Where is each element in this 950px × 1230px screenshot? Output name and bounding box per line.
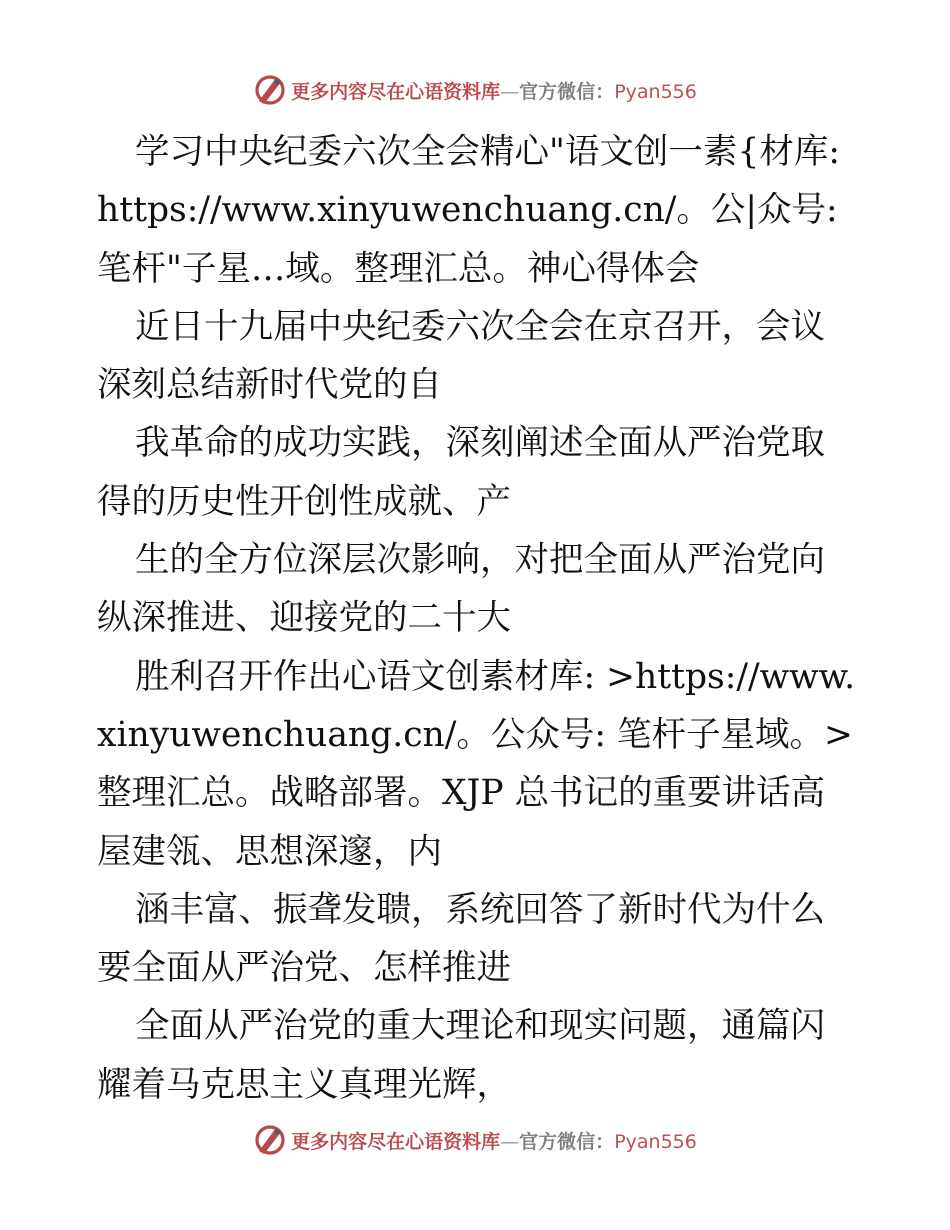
header-banner [0,70,950,110]
paragraph-6: 涵丰富、振聋发聩，系统回答了新时代为什么要全面从严治党、怎样推进 [97,889,825,989]
footer-banner [0,1120,950,1160]
red-pen-circle-logo-icon [253,73,287,107]
document-body [97,123,857,1114]
red-pen-circle-logo-icon [253,1123,287,1157]
paragraph-4: 生的全方位深层次影响，对把全面从严治党向纵深推进、迎接党的二十大 [97,540,825,639]
footer-wechat-handle: Pyan556 [614,1130,697,1153]
header-wechat-label: 官方微信： [519,80,615,103]
footer-promo-text: 更多内容尽在心语资料库 [291,1130,501,1153]
footer-wechat-label: 官方微信： [519,1130,615,1153]
header-banner-text [291,77,697,104]
paragraph-2: 近日十九届中央纪委六次全会在京召开，会议深刻总结新时代党的自 [97,306,825,406]
paragraph-7: 全面从严治党的重大理论和现实问题，通篇闪耀着马克思主义真理光辉， [97,1006,825,1105]
header-wechat-handle: Pyan556 [614,80,697,103]
footer-separator: — [500,1130,520,1153]
paragraph-1: 学习中央纪委六次全会精心"语文创一素{材库: https://www.xinyuwenchuang.cn/。公|众号: 笔杆"子星…域。整理汇总。神心得体会 [97,132,840,289]
paragraph-3: 我革命的成功实践，深刻阐述全面从严治党取得的历史性开创性成就、产 [97,423,825,522]
paragraph-5: 胜利召开作出心语文创素材库: >https://www.xinyuwenchuang.cn/。公众号: 笔杆子星域。>整理汇总。战略部署。XJP 总书记的重要讲话高屋建瓴、思想深邃，内 [97,656,856,872]
header-promo-text: 更多内容尽在心语资料库 [291,80,501,103]
header-separator: — [500,80,520,103]
footer-banner-text [291,1127,697,1154]
